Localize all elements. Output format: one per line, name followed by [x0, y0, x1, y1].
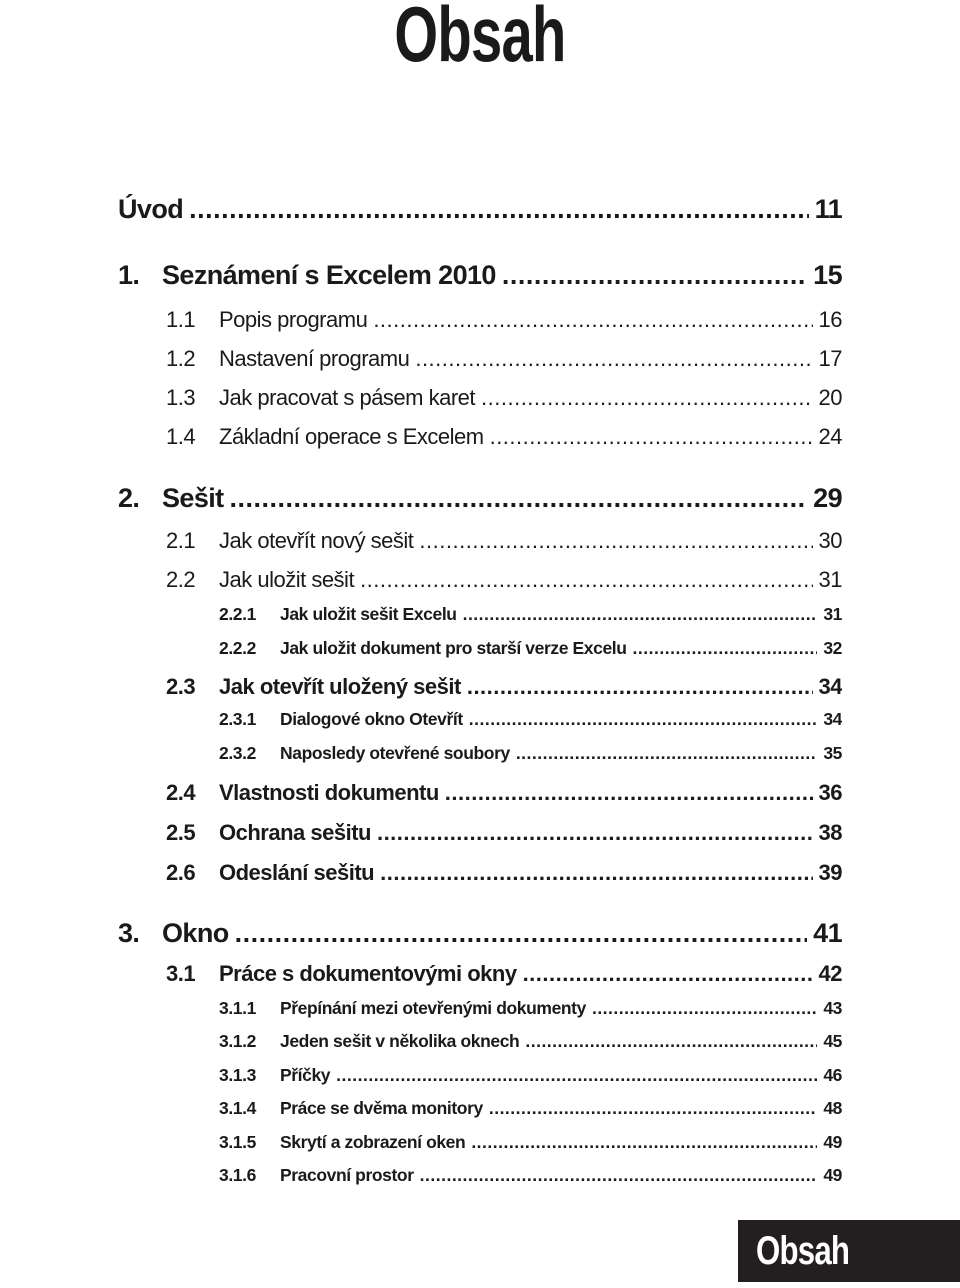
- toc-entry-label: Seznámení s Excelem 2010: [162, 260, 496, 290]
- toc-entry-page: 45: [823, 1031, 842, 1051]
- toc-entry-number: 2.4: [166, 780, 196, 805]
- toc-entry-label: Ochrana sešitu: [219, 820, 371, 845]
- toc-entry-label: Příčky: [280, 1065, 331, 1085]
- toc-entry-2-2[interactable]: [166, 567, 842, 593]
- toc-entry-page: 15: [813, 260, 842, 290]
- toc-entry-page: 34: [818, 674, 842, 699]
- toc-entry-page: 30: [818, 528, 842, 553]
- toc-entry-2-3[interactable]: [166, 674, 842, 700]
- toc-entry-label: Vlastnosti dokumentu: [219, 780, 439, 805]
- toc-entry-1-2[interactable]: [166, 346, 842, 372]
- toc-leader-dots: [523, 961, 813, 987]
- toc-entry-page: 36: [818, 780, 842, 805]
- toc-entry-page: 31: [823, 604, 842, 624]
- toc-entry-page: 43: [823, 998, 842, 1018]
- toc-entry-label: Skrytí a zobrazení oken: [280, 1132, 466, 1152]
- toc-entry-page: 46: [823, 1065, 842, 1085]
- toc-entry-3-1-1[interactable]: [219, 998, 842, 1019]
- toc-entry-label: Nastavení programu: [219, 346, 410, 371]
- toc-entry-number: 3.1: [166, 961, 196, 986]
- toc-entry-label: Dialogové okno Otevřít: [280, 709, 463, 729]
- toc-leader-dots: [336, 1065, 817, 1086]
- toc-entry-page: 32: [823, 638, 842, 658]
- toc-entry-label: Pracovní prostor: [280, 1165, 414, 1185]
- toc-entry-2-1[interactable]: [166, 528, 842, 554]
- toc-entry-1-3[interactable]: [166, 385, 842, 411]
- toc-entry-page: 11: [814, 194, 842, 224]
- toc-entry-chapter-3[interactable]: [118, 918, 842, 949]
- toc-entry-label: Přepínání mezi otevřenými dokumenty: [280, 998, 586, 1018]
- toc-leader-dots: [445, 780, 813, 806]
- toc-entry-label: Úvod: [118, 194, 184, 224]
- toc-entry-number: 2.3.2: [219, 743, 256, 763]
- toc-entry-3-1-4[interactable]: [219, 1098, 842, 1119]
- toc-leader-dots: [633, 638, 818, 659]
- toc-leader-dots: [360, 567, 812, 593]
- toc-entry-page: 31: [818, 567, 842, 592]
- toc-entry-number: 1.2: [166, 346, 196, 371]
- toc-entry-number: 2.2: [166, 567, 196, 592]
- toc-entry-uvod[interactable]: [118, 194, 842, 225]
- toc-leader-dots: [235, 918, 808, 949]
- toc-entry-3-1-2[interactable]: [219, 1031, 842, 1052]
- toc-leader-dots: [502, 260, 807, 291]
- toc-entry-label: Základní operace s Excelem: [219, 424, 484, 449]
- toc-entry-2-2-2[interactable]: [219, 638, 842, 659]
- toc-leader-dots: [481, 385, 813, 411]
- toc-leader-dots: [419, 528, 812, 554]
- toc-entry-page: 49: [823, 1132, 842, 1152]
- toc-entry-2-3-1[interactable]: [219, 709, 842, 730]
- toc-entry-page: 34: [823, 709, 842, 729]
- toc-entry-2-2-1[interactable]: [219, 604, 842, 625]
- toc-entry-page: 17: [818, 346, 842, 371]
- toc-entry-page: 39: [818, 860, 842, 885]
- toc-leader-dots: [489, 1098, 817, 1119]
- toc-leader-dots: [377, 820, 813, 846]
- toc-leader-dots: [469, 709, 818, 730]
- toc-entry-page: 20: [818, 385, 842, 410]
- toc-entry-page: 35: [823, 743, 842, 763]
- toc-entry-number: 3.1.5: [219, 1132, 256, 1152]
- toc-entry-number: 1.1: [166, 307, 196, 332]
- toc-entry-number: 1.: [118, 260, 140, 290]
- toc-entry-label: Popis programu: [219, 307, 368, 332]
- toc-leader-dots: [373, 307, 812, 333]
- toc-entry-label: Jak uložit sešit Excelu: [280, 604, 457, 624]
- toc-leader-dots: [189, 194, 809, 225]
- toc-entry-number: 3.1.3: [219, 1065, 256, 1085]
- toc-entry-3-1-6[interactable]: [219, 1165, 842, 1186]
- toc-entry-number: 2.3.1: [219, 709, 256, 729]
- toc-leader-dots: [380, 860, 812, 886]
- toc-entry-label: Odeslání sešitu: [219, 860, 375, 885]
- toc-entry-label: Naposledy otevřené soubory: [280, 743, 510, 763]
- toc-entry-number: 3.1.4: [219, 1098, 256, 1118]
- toc-leader-dots: [592, 998, 817, 1019]
- toc-leader-dots: [463, 604, 818, 625]
- footer-section-tab: [738, 1220, 960, 1282]
- toc-entry-number: 2.5: [166, 820, 196, 845]
- toc-entry-page: 48: [823, 1098, 842, 1118]
- toc-entry-number: 3.1.6: [219, 1165, 256, 1185]
- toc-entry-label: Jak pracovat s pásem karet: [219, 385, 476, 410]
- toc-entry-label: Sešit: [162, 483, 224, 513]
- toc-entry-1-1[interactable]: [166, 307, 842, 333]
- toc-entry-3-1[interactable]: [166, 961, 842, 987]
- toc-leader-dots: [525, 1031, 817, 1052]
- toc-entry-label: Jak uložit dokument pro starší verze Excelu: [280, 638, 627, 658]
- toc-entry-1-4[interactable]: [166, 424, 842, 450]
- toc-entry-number: 2.3: [166, 674, 196, 699]
- toc-entry-3-1-3[interactable]: [219, 1065, 842, 1086]
- toc-entry-number: 3.1.2: [219, 1031, 256, 1051]
- toc-leader-dots: [490, 424, 813, 450]
- toc-leader-dots: [467, 674, 813, 700]
- toc-entry-number: 3.1.1: [219, 998, 256, 1018]
- toc-entry-number: 2.6: [166, 860, 196, 885]
- toc-entry-label: Jak otevřít nový sešit: [219, 528, 414, 553]
- toc-entry-label: Jeden sešit v několika oknech: [280, 1031, 520, 1051]
- page-title: Obsah: [394, 0, 566, 78]
- toc-entry-label: Okno: [162, 918, 229, 948]
- toc-entry-page: 16: [818, 307, 842, 332]
- toc-entry-label: Jak otevřít uložený sešit: [219, 674, 461, 699]
- toc-entry-page: 29: [813, 483, 842, 513]
- toc-entry-2-3-2[interactable]: [219, 743, 842, 764]
- toc-entry-number: 2.2.2: [219, 638, 256, 658]
- footer-section-label: Obsah: [756, 1229, 850, 1273]
- toc-entry-number: 1.3: [166, 385, 196, 410]
- toc-entry-page: 42: [818, 961, 842, 986]
- toc-entry-number: 3.: [118, 918, 140, 948]
- toc-entry-number: 2.2.1: [219, 604, 256, 624]
- toc-entry-label: Jak uložit sešit: [219, 567, 355, 592]
- toc-entry-chapter-1[interactable]: [118, 260, 842, 291]
- toc-entry-page: 49: [823, 1165, 842, 1185]
- toc-entry-page: 24: [818, 424, 842, 449]
- toc-entry-number: 2.: [118, 483, 140, 513]
- toc-leader-dots: [471, 1132, 817, 1153]
- toc-leader-dots: [230, 483, 808, 514]
- toc-entry-number: 1.4: [166, 424, 196, 449]
- toc-entry-number: 2.1: [166, 528, 196, 553]
- toc-entry-3-1-5[interactable]: [219, 1132, 842, 1153]
- toc-entry-2-4[interactable]: [166, 780, 842, 806]
- toc-entry-2-5[interactable]: [166, 820, 842, 846]
- toc-entry-page: 38: [818, 820, 842, 845]
- toc-entry-label: Práce se dvěma monitory: [280, 1098, 483, 1118]
- toc-leader-dots: [420, 1165, 818, 1186]
- toc-entry-2-6[interactable]: [166, 860, 842, 886]
- toc-entry-chapter-2[interactable]: [118, 483, 842, 514]
- toc-entry-page: 41: [813, 918, 842, 948]
- toc-entry-label: Práce s dokumentovými okny: [219, 961, 517, 986]
- toc-leader-dots: [415, 346, 812, 372]
- toc-leader-dots: [516, 743, 818, 764]
